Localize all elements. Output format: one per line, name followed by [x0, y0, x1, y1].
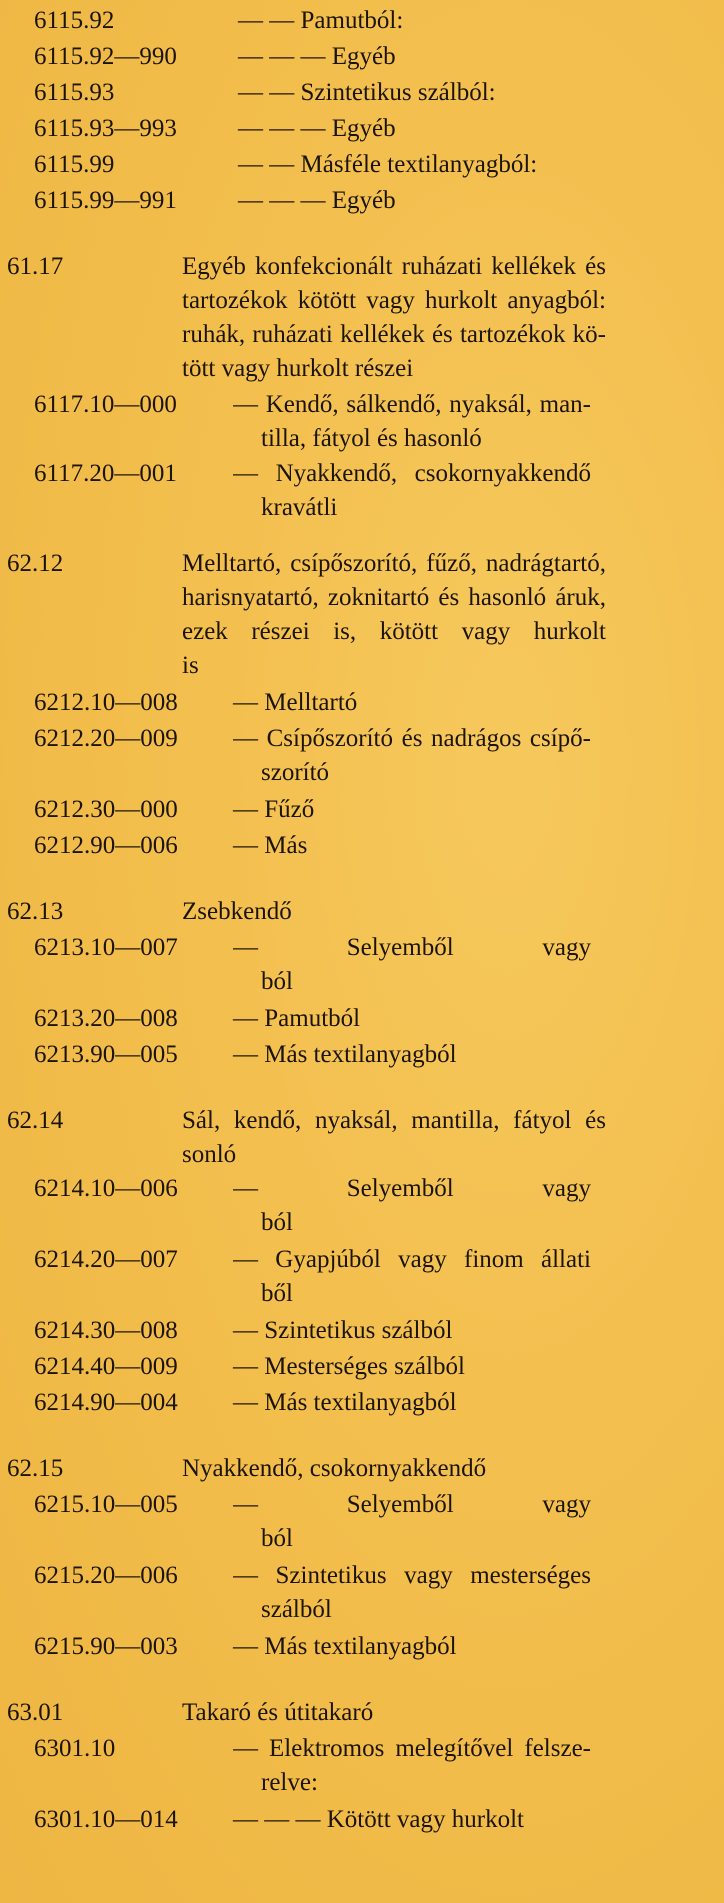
tariff-code: 6212.20—009: [34, 725, 178, 752]
heading-description: [182, 250, 606, 386]
item-line: — Gyapjúból vagy finom állati: [233, 1246, 591, 1273]
item-description: [233, 1243, 591, 1311]
item-description: [233, 722, 591, 790]
heading-code: 62.13: [7, 898, 64, 925]
heading-line: is: [182, 652, 199, 679]
item-line: — Csípőszorító és nadrágos csípő-: [233, 725, 591, 752]
item-line: ből: [261, 1280, 293, 1307]
item-description: — Mesterséges szálból: [233, 1353, 465, 1380]
heading-line: tött vagy hurkolt részei: [182, 355, 414, 382]
item-description: — Más textilanyagból: [233, 1389, 457, 1416]
item-line: — Elektromos melegítővel felsze-: [233, 1735, 591, 1762]
item-line: tilla, fátyol és hasonló: [261, 425, 482, 452]
tariff-code: 6212.30—000: [34, 796, 178, 823]
tariff-code: 6215.90—003: [34, 1633, 178, 1660]
heading-line: Egyéb konfekcionált ruházati kellékek és: [182, 253, 606, 280]
heading-line: ezek részei is, kötött vagy hurkolt: [182, 618, 606, 645]
tariff-code: 6115.92—990: [34, 43, 177, 70]
item-line: ból: [261, 1209, 293, 1236]
tariff-code: 6214.10—006: [34, 1175, 178, 1202]
item-line: — Szintetikus vagy mesterséges: [233, 1562, 591, 1589]
item-description: [233, 1559, 591, 1627]
item-description: — Más textilanyagból: [233, 1041, 457, 1068]
tariff-code: 6115.92: [34, 7, 115, 34]
item-line: — Selyemből vagy: [233, 1175, 591, 1202]
item-description: — — Szintetikus szálból:: [238, 79, 496, 106]
tariff-code: 6213.20—008: [34, 1005, 178, 1032]
tariff-code: 6301.10—014: [34, 1806, 178, 1833]
heading-code: 62.15: [7, 1455, 64, 1482]
heading-line: ruhák, ruházati kellékek és tartozékok kö-: [182, 321, 606, 348]
item-description: [233, 457, 591, 525]
tariff-code: 6115.99—991: [34, 187, 177, 214]
tariff-code: 6115.99: [34, 151, 115, 178]
item-line: — Selyemből vagy: [233, 934, 591, 961]
item-description: — — — Egyéb: [238, 43, 396, 70]
item-line: relve:: [261, 1769, 318, 1796]
heading-line: sonló: [182, 1141, 237, 1168]
heading-description: [182, 547, 606, 683]
item-description: — Pamutból: [233, 1005, 361, 1032]
item-line: kravátli: [261, 494, 338, 521]
item-line: szorító: [261, 759, 330, 786]
heading-code: 61.17: [7, 253, 64, 280]
item-description: — Más textilanyagból: [233, 1633, 457, 1660]
item-line: ból: [261, 968, 293, 995]
tariff-code: 6214.20—007: [34, 1246, 178, 1273]
heading-code: 63.01: [7, 1699, 64, 1726]
heading-line: harisnyatartó, zoknitartó és hasonló áruk,: [182, 584, 606, 611]
tariff-code: 6214.90—004: [34, 1389, 178, 1416]
item-description: [233, 388, 591, 456]
heading-code: 62.14: [7, 1107, 64, 1134]
item-description: — — Másféle textilanyagból:: [238, 151, 538, 178]
tariff-code: 6214.30—008: [34, 1317, 178, 1344]
heading-description: Zsebkendő: [182, 898, 292, 925]
item-description: — Szintetikus szálból: [233, 1317, 453, 1344]
heading-code: 62.12: [7, 550, 64, 577]
tariff-code: 6213.10—007: [34, 934, 178, 961]
heading-line: Sál, kendő, nyaksál, mantilla, fátyol és: [182, 1107, 606, 1134]
item-line: szálból: [261, 1596, 332, 1623]
item-description: — — — Egyéb: [238, 187, 396, 214]
tariff-code: 6214.40—009: [34, 1353, 178, 1380]
item-line: ból: [261, 1525, 293, 1552]
item-description: — Fűző: [233, 796, 315, 823]
item-description: — — — Egyéb: [238, 115, 396, 142]
item-description: — — — Kötött vagy hurkolt: [233, 1806, 524, 1833]
item-description: — Melltartó: [233, 689, 358, 716]
item-description: [233, 931, 591, 999]
item-description: [233, 1488, 591, 1556]
item-line: — Selyemből vagy: [233, 1491, 591, 1518]
item-description: [233, 1732, 591, 1800]
item-line: — Nyakkendő, csokornyakkendő: [233, 460, 591, 487]
heading-line: tartozékok kötött vagy hurkolt anyagból:: [182, 287, 606, 314]
heading-description: [182, 1104, 606, 1172]
heading-description: Takaró és útitakaró: [182, 1699, 374, 1726]
tariff-code: 6213.90—005: [34, 1041, 178, 1068]
tariff-code: 6301.10: [34, 1735, 116, 1762]
item-description: [233, 1172, 591, 1240]
tariff-code: 6115.93—993: [34, 115, 177, 142]
heading-line: Melltartó, csípőszorító, fűző, nadrágtartó,: [182, 550, 606, 577]
tariff-code: 6212.10—008: [34, 689, 178, 716]
tariff-code: 6117.10—000: [34, 391, 177, 418]
tariff-code: 6215.20—006: [34, 1562, 178, 1589]
item-description: — — Pamutból:: [238, 7, 404, 34]
tariff-code: 6212.90—006: [34, 832, 178, 859]
tariff-code: 6215.10—005: [34, 1491, 178, 1518]
item-line: — Kendő, sálkendő, nyaksál, man-: [233, 391, 591, 418]
item-description: — Más: [233, 832, 308, 859]
tariff-code: 6117.20—001: [34, 460, 177, 487]
heading-description: Nyakkendő, csokornyakkendő: [182, 1455, 487, 1482]
tariff-code: 6115.93: [34, 79, 115, 106]
